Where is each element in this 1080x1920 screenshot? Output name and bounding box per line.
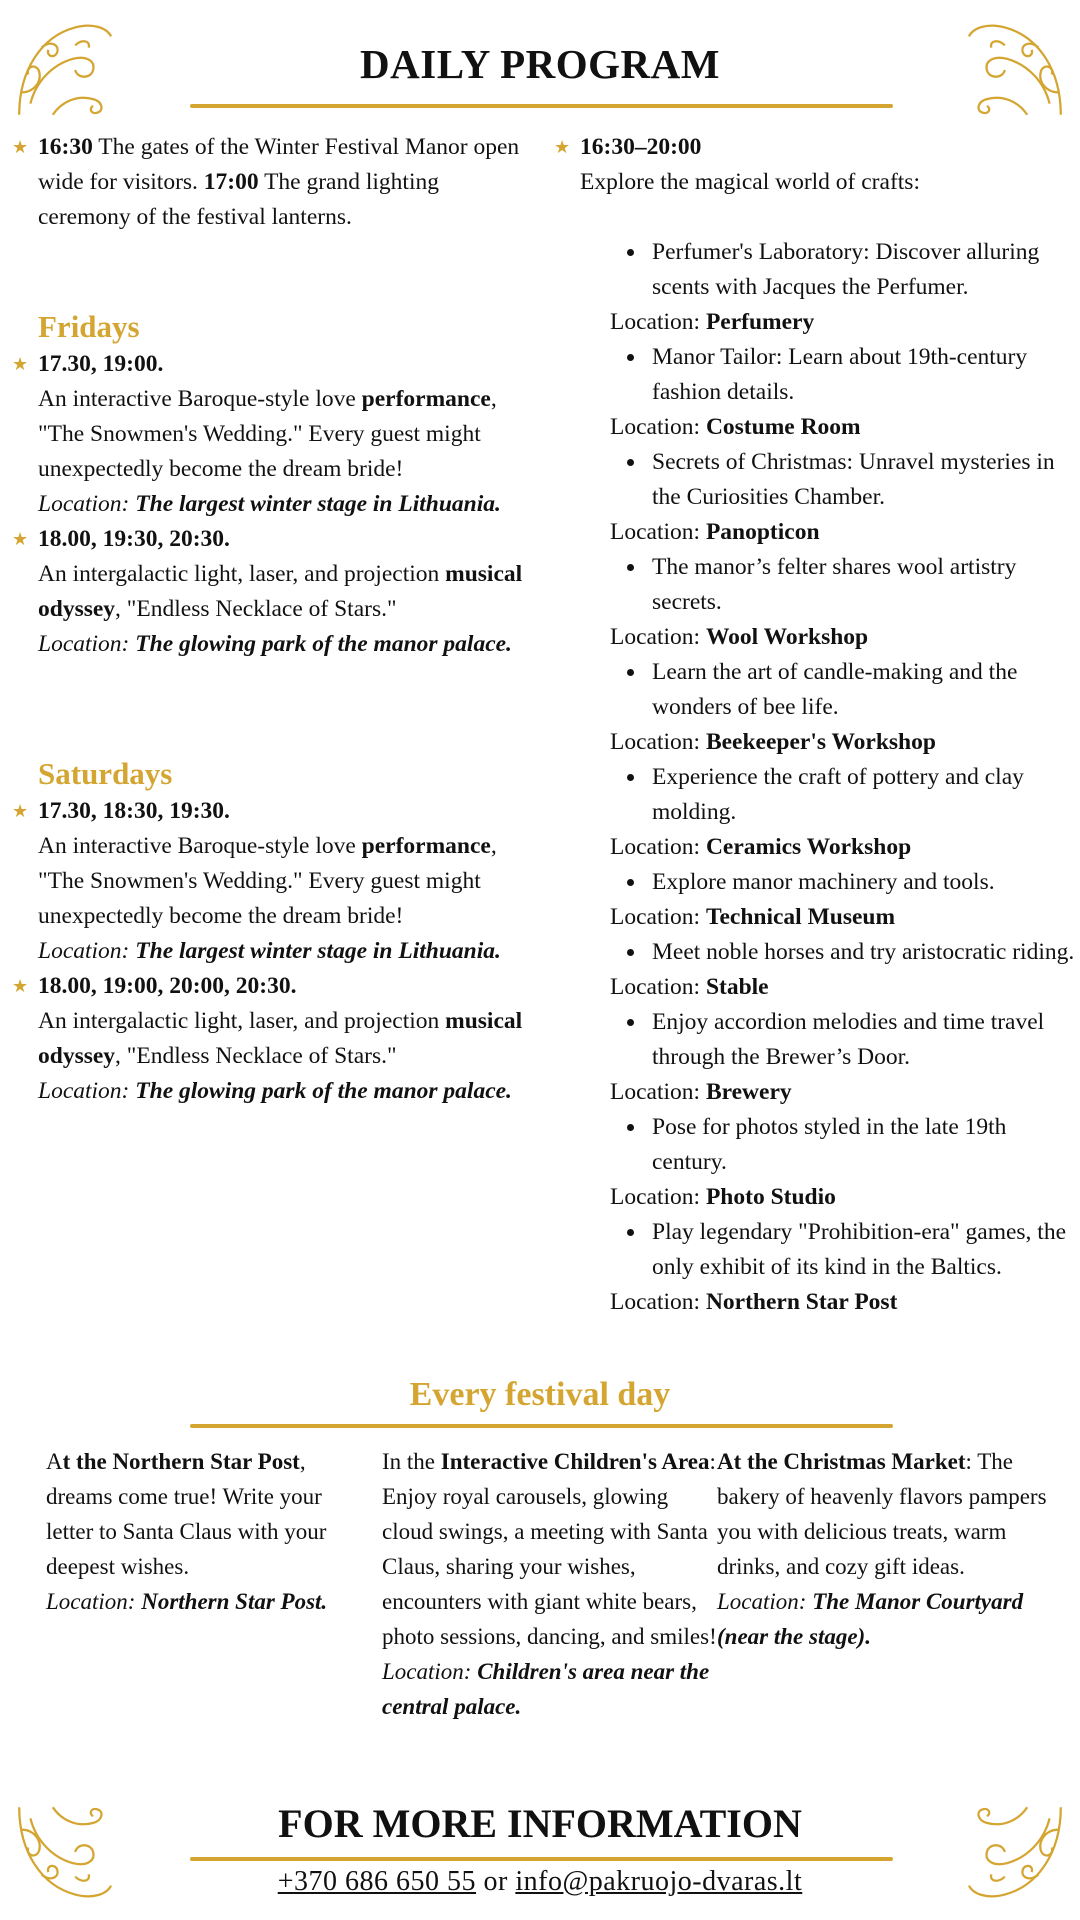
list-item: Meet noble horses and try aristocratic riding. Location: Stable [580, 935, 1080, 1005]
contact-separator: or [476, 1866, 516, 1897]
event-location: Location: The Manor Courtyard (near the stage). [717, 1589, 1024, 1649]
saturdays-heading: Saturdays [38, 756, 173, 791]
more-info-title: FOR MORE INFORMATION [278, 1801, 802, 1846]
star-icon: ★ [12, 801, 29, 821]
list-item: Learn the art of candle-making and the wonders of bee life. Location: Beekeeper's Workshop [580, 655, 1080, 760]
event-description-rest: , "The Snowmen's Wedding." Every guest might unexpectedly become the dream bride! [38, 386, 497, 482]
event-keyword: performance [361, 833, 491, 859]
fridays-heading: Fridays [38, 309, 140, 344]
contact-line [0, 1866, 1080, 1898]
intro-text-lighting: The grand lighting ceremony of the festival lanterns. [38, 169, 439, 230]
list-item: Explore manor machinery and tools. Location: Technical Museum [580, 865, 1080, 935]
star-icon: ★ [12, 137, 29, 157]
event-times: 18.00, 19:00, 20:00, 20:30. [38, 973, 297, 999]
event-keyword: musical odyssey [38, 1008, 523, 1069]
intro-text-open: The gates of the Winter Festival Manor open wide for visitors. [38, 134, 520, 195]
event-description: An interactive Baroque-style love [38, 833, 362, 859]
event-location: Location: The largest winter stage in Lithuania. [38, 938, 501, 964]
intro-time-lighting: 17:00 [203, 169, 259, 195]
saturdays-event [10, 794, 530, 969]
crafts-item [552, 130, 1080, 1320]
event-description: An intergalactic light, laser, and projection [38, 1008, 446, 1034]
every-day-heading: Every festival day [409, 1376, 671, 1413]
list-item: Enjoy accordion melodies and time travel through the Brewer’s Door. Location: Brewery [580, 1005, 1080, 1110]
every-day-christmas-market: At the Christmas Market: The bakery of heavenly flavors pampers you with delicious treats, warm drinks, and cozy gift ideas. Location: The Manor Courtyard (near the stage). [717, 1449, 1047, 1649]
every-day-northern-star: At the Northern Star Post, dreams come true! Write your letter to Santa Claus with your deepest wishes. Location: Northern Star Post. [46, 1449, 328, 1614]
event-times: 18.00, 19:30, 20:30. [38, 526, 230, 552]
intro-item [10, 130, 530, 235]
list-item: Manor Tailor: Learn about 19th-century fashion details. Location: Costume Room [580, 340, 1080, 445]
event-keyword: musical odyssey [38, 561, 523, 622]
crafts-list [580, 235, 1080, 1320]
event-description: An interactive Baroque-style love [38, 386, 362, 412]
event-location: Location: The largest winter stage in Lithuania. [38, 491, 501, 517]
right-column [552, 130, 1080, 1320]
list-item: Play legendary "Prohibition-era" games, the only exhibit of its kind in the Baltics. Location: Northern Star Post [580, 1215, 1080, 1320]
star-icon: ★ [12, 976, 29, 996]
event-location: Location: Northern Star Post. [46, 1589, 328, 1614]
list-item: Pose for photos styled in the late 19th century. Location: Photo Studio [580, 1110, 1080, 1215]
divider [190, 104, 893, 108]
page-title: DAILY PROGRAM [360, 41, 720, 87]
fridays-event [10, 347, 530, 522]
event-location: Location: The glowing park of the manor palace. [38, 1078, 512, 1104]
every-day-children-area: In the Interactive Children's Area: Enjoy royal carousels, glowing cloud swings, a meeting with Santa Claus, sharing your wishes, encounters with giant white bears, photo sessions, dancing, and smiles! Location: Children's area near the central palace. [382, 1449, 717, 1719]
event-location: Location: The glowing park of the manor palace. [38, 631, 512, 657]
phone-link[interactable]: +370 686 650 55 [277, 1866, 477, 1897]
star-icon: ★ [12, 529, 29, 549]
event-description-rest: , "Endless Necklace of Stars." [115, 596, 397, 622]
saturdays-event [10, 969, 530, 1109]
left-column [10, 130, 530, 1109]
star-icon: ★ [12, 354, 29, 374]
event-times: 17.30, 18:30, 19:30. [38, 798, 230, 824]
fridays-event [10, 522, 530, 662]
star-icon: ★ [554, 137, 571, 157]
crafts-intro: Explore the magical world of crafts: [580, 169, 920, 195]
list-item: Perfumer's Laboratory: Discover alluring scents with Jacques the Perfumer. Location: Perfumery [580, 235, 1080, 340]
crafts-time: 16:30–20:00 [580, 134, 702, 160]
divider [190, 1857, 893, 1861]
event-description-rest: , "The Snowmen's Wedding." Every guest might unexpectedly become the dream bride! [38, 833, 497, 929]
event-keyword: performance [361, 386, 491, 412]
intro-time-open: 16:30 [38, 134, 93, 160]
event-description-rest: , "Endless Necklace of Stars." [115, 1043, 397, 1069]
list-item: The manor’s felter shares wool artistry secrets. Location: Wool Workshop [580, 550, 1080, 655]
list-item: Experience the craft of pottery and clay molding. Location: Ceramics Workshop [580, 760, 1080, 865]
email-link[interactable]: info@pakruojo-dvaras.lt [515, 1866, 803, 1897]
event-description: An intergalactic light, laser, and projection [38, 561, 446, 587]
list-item: Secrets of Christmas: Unravel mysteries in the Curiosities Chamber. Location: Panopticon [580, 445, 1080, 550]
divider [190, 1424, 893, 1428]
event-times: 17.30, 19:00. [38, 351, 164, 377]
event-location: Location: Children's area near the central palace. [382, 1659, 710, 1719]
